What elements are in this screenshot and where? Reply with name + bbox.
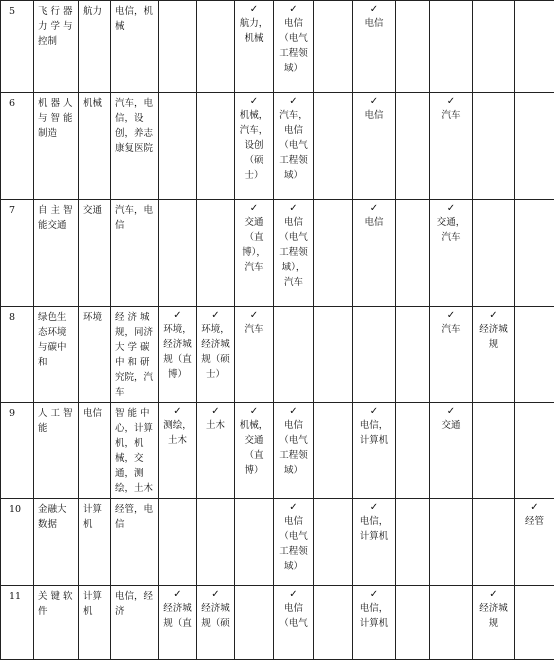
- partner-depts: 汽车，电信: [111, 200, 159, 307]
- cell-text: 经济城规: [479, 324, 508, 350]
- program-cell: [274, 1, 314, 93]
- program-cell: [274, 403, 314, 499]
- program-cell: [396, 403, 430, 499]
- program-cell: [353, 1, 396, 93]
- discipline-name: 机 器 人 与 智 能 制造: [34, 93, 79, 200]
- program-cell: [473, 200, 515, 307]
- check-mark-icon: ✓: [278, 203, 309, 215]
- cell-text: 汽车，电信（电气工程领域）: [279, 110, 308, 181]
- partner-depts: 智 能 中心，计算机，机械，交通，测绘，土木: [111, 403, 159, 499]
- program-cell: [473, 586, 515, 660]
- program-cell: [353, 93, 396, 200]
- check-mark-icon: ✓: [239, 406, 269, 418]
- cell-text: 环境，经济城规（硕士）: [201, 324, 230, 380]
- program-cell: [235, 403, 274, 499]
- program-cell: [159, 93, 197, 200]
- cell-text: 航力，机械: [240, 18, 269, 44]
- discipline-name: 关 键 软件: [34, 586, 79, 660]
- partner-depts: 汽车，电信，设创，养志康复医院: [111, 93, 159, 200]
- cell-text: 汽车: [441, 324, 460, 335]
- check-mark-icon: ✓: [434, 406, 468, 418]
- program-cell: [430, 586, 473, 660]
- program-cell: [353, 403, 396, 499]
- cell-text: 环境，经济城规（直博）: [163, 324, 192, 380]
- program-cell: [396, 499, 430, 586]
- program-cell: [197, 93, 235, 200]
- program-cell: [159, 307, 197, 403]
- discipline-name: 自 主 智 能交通: [34, 200, 79, 307]
- table-row: [1, 93, 554, 200]
- check-mark-icon: ✓: [434, 310, 468, 322]
- check-mark-icon: ✓: [163, 310, 192, 322]
- program-cell: [197, 403, 235, 499]
- cell-text: 交通: [441, 420, 460, 431]
- check-mark-icon: ✓: [357, 406, 391, 418]
- check-mark-icon: ✓: [519, 502, 550, 514]
- cell-text: 机械，交通（直博）: [240, 420, 269, 476]
- program-cell: [159, 499, 197, 586]
- program-cell: [314, 93, 353, 200]
- cell-text: 经济城规（直: [163, 603, 192, 629]
- program-cell: [473, 307, 515, 403]
- cell-text: 交通，汽车: [437, 217, 466, 243]
- program-cell: [430, 307, 473, 403]
- program-cell: [235, 93, 274, 200]
- lead-college: 电信: [79, 403, 111, 499]
- program-cell: [274, 200, 314, 307]
- program-cell: [235, 586, 274, 660]
- cell-text: 电信: [364, 18, 383, 29]
- lead-college: 环境: [79, 307, 111, 403]
- program-cell: [515, 403, 554, 499]
- table-row: [1, 403, 554, 499]
- table-body: [1, 1, 554, 660]
- row-number: 10: [1, 499, 34, 586]
- program-cell: [515, 499, 554, 586]
- table-row: [1, 200, 554, 307]
- check-mark-icon: ✓: [201, 589, 230, 601]
- check-mark-icon: ✓: [357, 502, 391, 514]
- partner-depts: 经 济 城 规，同济大 学 碳 中 和 研究院，汽车: [111, 307, 159, 403]
- program-cell: [197, 1, 235, 93]
- check-mark-icon: ✓: [239, 203, 269, 215]
- program-cell: [473, 499, 515, 586]
- cell-text: 电信（电气: [279, 603, 308, 629]
- program-cell: [430, 403, 473, 499]
- cell-text: 经济城规: [479, 603, 508, 629]
- program-cell: [515, 307, 554, 403]
- table-row: [1, 307, 554, 403]
- check-mark-icon: ✓: [357, 4, 391, 16]
- cell-text: 土木: [206, 420, 225, 431]
- program-cell: [396, 93, 430, 200]
- program-cell: [314, 1, 353, 93]
- program-cell: [353, 499, 396, 586]
- program-cell: [430, 1, 473, 93]
- table-row: [1, 586, 554, 660]
- program-cell: [159, 403, 197, 499]
- row-number: 5: [1, 1, 34, 93]
- cell-text: 汽车: [244, 324, 263, 335]
- cell-text: 经济城规（硕: [201, 603, 230, 629]
- program-cell: [314, 307, 353, 403]
- check-mark-icon: ✓: [239, 96, 269, 108]
- cell-text: 交通（直博），汽车: [242, 217, 266, 273]
- program-cell: [235, 499, 274, 586]
- cell-text: 电信: [364, 110, 383, 121]
- discipline-name: 人 工 智能: [34, 403, 79, 499]
- check-mark-icon: ✓: [477, 310, 510, 322]
- program-cell: [235, 307, 274, 403]
- program-cell: [473, 93, 515, 200]
- partner-depts: 电信，机械: [111, 1, 159, 93]
- check-mark-icon: ✓: [201, 406, 230, 418]
- cell-text: 机械，汽车，设创（硕士）: [240, 110, 269, 181]
- row-number: 7: [1, 200, 34, 307]
- check-mark-icon: ✓: [278, 406, 309, 418]
- program-cell: [274, 307, 314, 403]
- row-number: 6: [1, 93, 34, 200]
- cell-text: 电信（电气工程领域）: [279, 516, 308, 572]
- program-cell: [159, 1, 197, 93]
- check-mark-icon: ✓: [357, 589, 391, 601]
- lead-college: 交通: [79, 200, 111, 307]
- program-cell: [515, 200, 554, 307]
- lead-college: 计算机: [79, 499, 111, 586]
- cell-text: 电信，计算机: [360, 603, 389, 629]
- table-row: [1, 499, 554, 586]
- cell-text: 电信（电气工程领域）: [279, 18, 308, 74]
- check-mark-icon: ✓: [434, 203, 468, 215]
- program-cell: [353, 200, 396, 307]
- check-mark-icon: ✓: [278, 502, 309, 514]
- check-mark-icon: ✓: [357, 203, 391, 215]
- cell-text: 电信（电气工程领域）: [279, 420, 308, 476]
- program-cell: [396, 307, 430, 403]
- program-cell: [235, 200, 274, 307]
- program-cell: [197, 200, 235, 307]
- check-mark-icon: ✓: [278, 96, 309, 108]
- row-number: 8: [1, 307, 34, 403]
- program-cell: [396, 586, 430, 660]
- table-row: [1, 1, 554, 93]
- program-cell: [197, 586, 235, 660]
- program-cell: [515, 93, 554, 200]
- row-number: 9: [1, 403, 34, 499]
- program-cell: [473, 403, 515, 499]
- program-cell: [274, 586, 314, 660]
- check-mark-icon: ✓: [477, 589, 510, 601]
- check-mark-icon: ✓: [357, 96, 391, 108]
- cell-text: 电信，计算机: [360, 516, 389, 542]
- program-cell: [314, 403, 353, 499]
- program-cell: [197, 307, 235, 403]
- lead-college: 机械: [79, 93, 111, 200]
- program-cell: [430, 93, 473, 200]
- program-cell: [314, 499, 353, 586]
- check-mark-icon: ✓: [163, 406, 192, 418]
- check-mark-icon: ✓: [278, 4, 309, 16]
- lead-college: 航力: [79, 1, 111, 93]
- discipline-name: 金融大数据: [34, 499, 79, 586]
- discipline-name: 绿色生态环境与碳中和: [34, 307, 79, 403]
- program-cell: [396, 200, 430, 307]
- program-cell: [274, 93, 314, 200]
- program-cell: [159, 586, 197, 660]
- check-mark-icon: ✓: [239, 310, 269, 322]
- check-mark-icon: ✓: [201, 310, 230, 322]
- program-cell: [515, 1, 554, 93]
- cell-text: 电信，计算机: [360, 420, 389, 446]
- discipline-name: 飞 行 器 力 学 与 控制: [34, 1, 79, 93]
- row-number: 11: [1, 586, 34, 660]
- program-cell: [353, 586, 396, 660]
- program-cell: [430, 200, 473, 307]
- program-cell: [235, 1, 274, 93]
- program-cell: [430, 499, 473, 586]
- program-cell: [159, 200, 197, 307]
- check-mark-icon: ✓: [163, 589, 192, 601]
- check-mark-icon: ✓: [239, 4, 269, 16]
- partner-depts: 电信，经济: [111, 586, 159, 660]
- program-cell: [314, 200, 353, 307]
- program-cell: [314, 586, 353, 660]
- lead-college: 计算机: [79, 586, 111, 660]
- program-cell: [353, 307, 396, 403]
- program-cell: [274, 499, 314, 586]
- cell-text: 电信: [364, 217, 383, 228]
- program-cell: [515, 586, 554, 660]
- program-cell: [197, 499, 235, 586]
- partner-depts: 经管，电信: [111, 499, 159, 586]
- program-cell: [473, 1, 515, 93]
- cell-text: 经管: [525, 516, 544, 527]
- program-cell: [396, 1, 430, 93]
- cell-text: 汽车: [441, 110, 460, 121]
- cell-text: 电信（电气工程领域），汽车: [279, 217, 308, 288]
- check-mark-icon: ✓: [434, 96, 468, 108]
- check-mark-icon: ✓: [278, 589, 309, 601]
- cell-text: 测绘，土木: [163, 420, 192, 446]
